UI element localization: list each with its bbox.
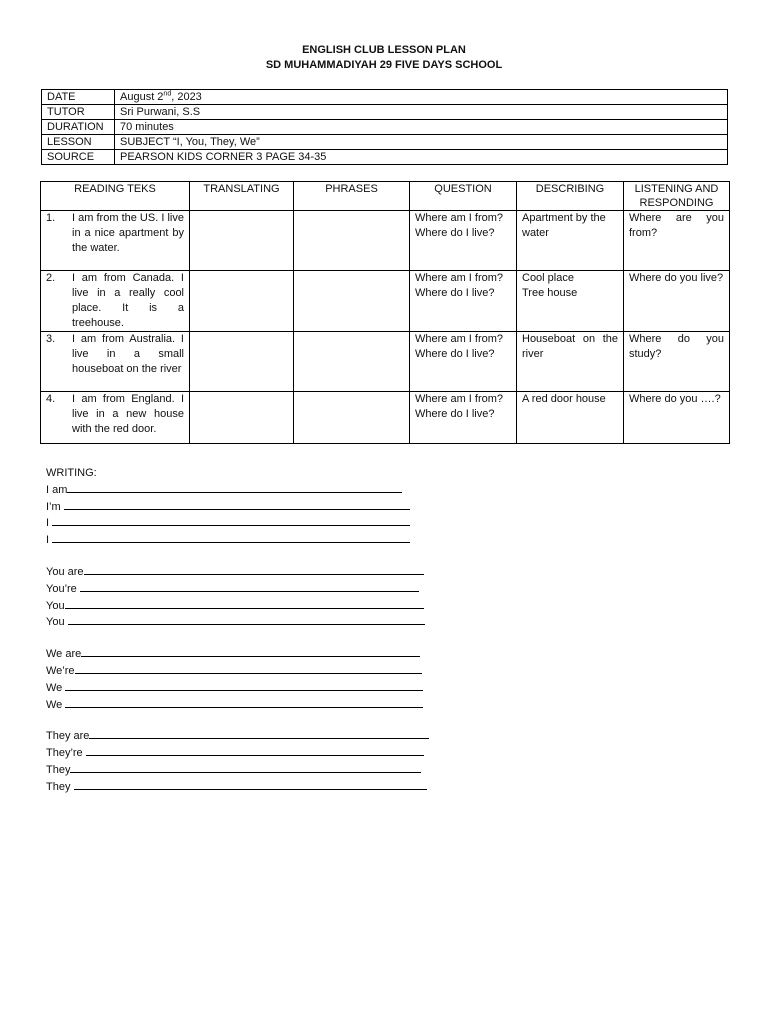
question-line-2: Where do I live? (415, 408, 495, 420)
header-describing: DESCRIBING (517, 182, 624, 211)
answer-blank[interactable] (86, 744, 424, 756)
describing-line-1: Apartment by the water (522, 212, 606, 239)
question-line-2: Where do I live? (415, 287, 495, 299)
writing-prompt: You’re (46, 582, 80, 595)
question-cell (410, 392, 517, 444)
writing-heading: WRITING: (46, 467, 97, 479)
translating-cell (190, 332, 294, 392)
phrases-cell (294, 392, 410, 444)
writing-prompt: I am (46, 483, 68, 496)
duration-label: DURATION (42, 120, 115, 135)
question-line-1: Where am I from? (415, 333, 504, 345)
writing-prompt: I’m (46, 500, 64, 513)
question-cell (410, 332, 517, 392)
row-number: 4. (46, 393, 56, 405)
writing-line[interactable] (46, 778, 429, 795)
date-value-year: , 2023 (171, 91, 202, 103)
describing-line-1: Cool place (522, 272, 574, 284)
header-listening-responding: LISTENING AND RESPONDING (624, 182, 730, 211)
answer-blank[interactable] (70, 761, 421, 773)
info-row-tutor (42, 105, 728, 120)
writing-line[interactable] (46, 761, 429, 778)
translating-cell (190, 392, 294, 444)
source-label: SOURCE (42, 150, 115, 165)
reading-cell (41, 271, 190, 332)
reading-cell (41, 392, 190, 444)
answer-blank[interactable] (68, 613, 425, 625)
answer-blank[interactable] (52, 531, 410, 543)
table-row (41, 211, 730, 271)
writing-prompt: We (46, 698, 66, 711)
header-phrases: PHRASES (294, 182, 410, 211)
describing-line-1: Houseboat on the river (522, 333, 618, 360)
question-line-2: Where do I live? (415, 227, 495, 239)
answer-blank[interactable] (65, 597, 424, 609)
row-number: 1. (46, 212, 56, 224)
info-row-duration (42, 120, 728, 135)
table-row (41, 392, 730, 444)
lesson-activity-table (40, 181, 730, 444)
describing-cell (517, 392, 624, 444)
writing-prompt: We’re (46, 664, 75, 677)
info-row-lesson (42, 135, 728, 150)
answer-blank[interactable] (67, 481, 402, 493)
answer-blank[interactable] (65, 679, 423, 691)
writing-prompt: I (46, 517, 53, 530)
writing-line[interactable] (46, 662, 429, 679)
answer-blank[interactable] (81, 645, 420, 657)
writing-line[interactable] (46, 696, 429, 713)
writing-line[interactable] (46, 727, 429, 744)
question-cell (410, 271, 517, 332)
listening-cell: Where do you study? (624, 332, 730, 392)
lesson-info-table (41, 89, 728, 165)
writing-prompt: You (46, 599, 65, 612)
answer-blank[interactable] (89, 727, 429, 739)
writing-line[interactable] (46, 597, 429, 614)
writing-prompt: We (46, 681, 66, 694)
question-line-1: Where am I from? (415, 212, 504, 224)
listening-cell: Where are you from? (624, 211, 730, 271)
writing-prompt: We are (46, 648, 82, 661)
header-question: QUESTION (410, 182, 517, 211)
reading-text: I am from Australia. I live in a small houseboat on the river (72, 333, 184, 375)
table-header-row (41, 182, 730, 211)
reading-text: I am from England. I live in a new house with the red door. (72, 393, 184, 435)
translating-cell (190, 211, 294, 271)
describing-line-1: A red door house (522, 393, 606, 405)
question-cell (410, 211, 517, 271)
reading-text: I am from Canada. I live in a really cool place. It is a treehouse. (72, 272, 184, 329)
info-row-date (42, 90, 728, 105)
answer-blank[interactable] (80, 580, 419, 592)
answer-blank[interactable] (84, 563, 424, 575)
duration-value: 70 minutes (115, 120, 728, 135)
answer-blank[interactable] (52, 514, 410, 526)
describing-line-2: Tree house (522, 287, 578, 299)
source-value: PEARSON KIDS CORNER 3 PAGE 34-35 (115, 150, 728, 165)
info-row-source (42, 150, 728, 165)
writing-prompt: I (46, 534, 53, 547)
writing-line[interactable] (46, 613, 429, 630)
date-value-suffix: nd (163, 90, 172, 98)
phrases-cell (294, 271, 410, 332)
writing-section (46, 466, 429, 795)
school-name: SD MUHAMMADIYAH 29 FIVE DAYS SCHOOL (265, 59, 503, 71)
writing-prompt: They’re (46, 747, 86, 760)
lesson-value: SUBJECT “I, You, They, We” (115, 135, 728, 150)
date-value (115, 90, 728, 105)
writing-line[interactable] (46, 481, 429, 498)
writing-line[interactable] (46, 645, 429, 662)
question-line-2: Where do I live? (415, 348, 495, 360)
reading-text: I am from the US. I live in a nice apartment by the water. (72, 212, 184, 254)
writing-line[interactable] (46, 679, 429, 696)
listening-cell: Where do you ….? (624, 392, 730, 444)
writing-prompt: They (46, 780, 74, 793)
phrases-cell (294, 211, 410, 271)
phrases-cell (294, 332, 410, 392)
writing-line[interactable] (46, 498, 429, 515)
tutor-label: TUTOR (42, 105, 115, 120)
describing-cell (517, 211, 624, 271)
question-line-1: Where am I from? (415, 393, 504, 405)
translating-cell (190, 271, 294, 332)
tutor-value: Sri Purwani, S.S (115, 105, 728, 120)
row-number: 2. (46, 272, 56, 284)
writing-prompt: You (46, 616, 68, 629)
header-reading-teks: READING TEKS (41, 182, 190, 211)
writing-line[interactable] (46, 514, 429, 531)
writing-line[interactable] (46, 744, 429, 761)
header-translating: TRANSLATING (190, 182, 294, 211)
writing-line[interactable] (46, 563, 429, 580)
document-title: ENGLISH CLUB LESSON PLAN (302, 44, 466, 56)
writing-prompt: You are (46, 565, 84, 578)
reading-cell (41, 211, 190, 271)
question-line-1: Where am I from? (415, 272, 504, 284)
writing-prompt: They are (46, 730, 90, 743)
answer-blank[interactable] (64, 498, 410, 510)
date-label: DATE (42, 90, 115, 105)
answer-blank[interactable] (74, 778, 427, 790)
row-number: 3. (46, 333, 56, 345)
describing-cell (517, 271, 624, 332)
writing-line[interactable] (46, 531, 429, 548)
writing-line[interactable] (46, 580, 429, 597)
date-value-main: August 2 (120, 91, 164, 103)
answer-blank[interactable] (75, 662, 422, 674)
table-row (41, 332, 730, 392)
reading-cell (41, 332, 190, 392)
listening-cell: Where do you live? (624, 271, 730, 332)
describing-cell (517, 332, 624, 392)
writing-prompt: They (46, 763, 71, 776)
table-row (41, 271, 730, 332)
lesson-label: LESSON (42, 135, 115, 150)
answer-blank[interactable] (65, 696, 423, 708)
